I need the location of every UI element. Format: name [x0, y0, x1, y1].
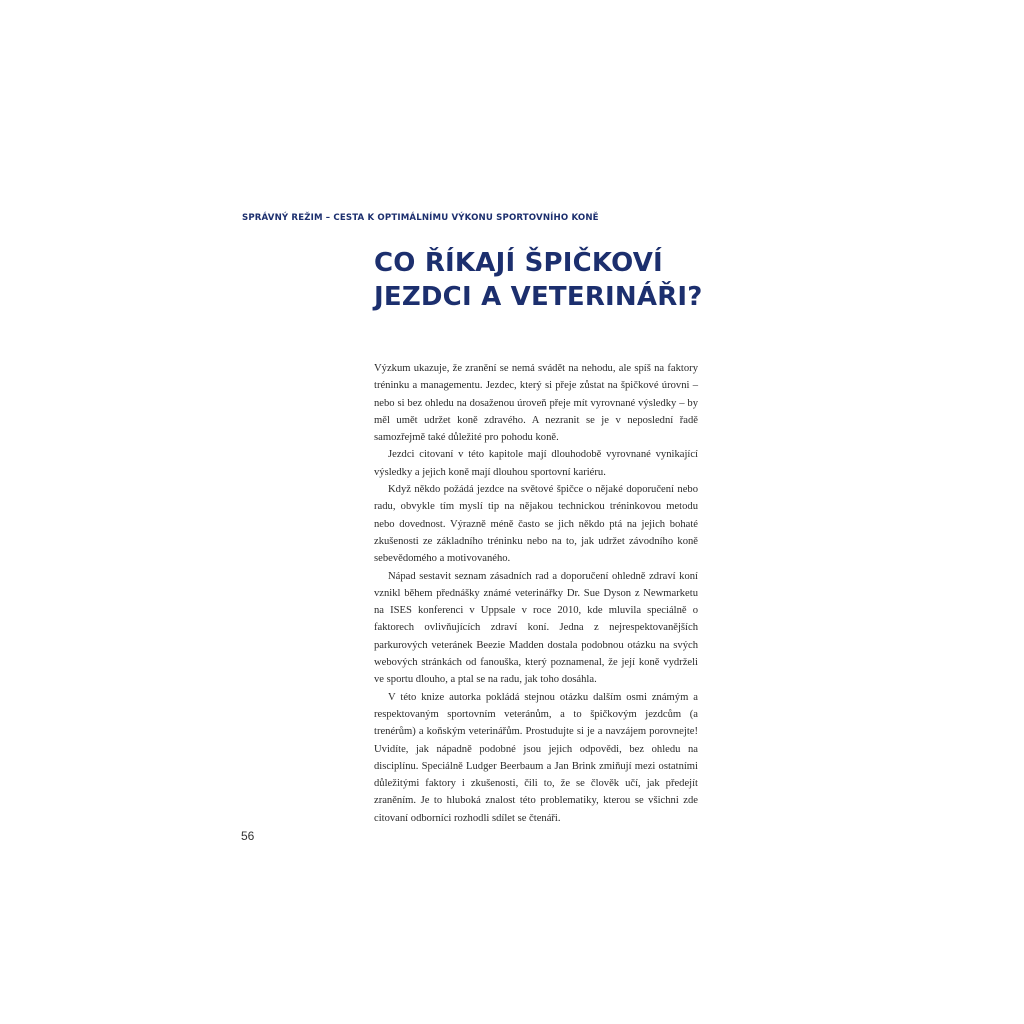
- paragraph: V této knize autorka pokládá stejnou otázku dalším osmi známým a respektovaným sportovním veteránům, a to špičkovým jezdcům (a trenérům) a koňským veterinářům. Prostudujte si je a navzájem porovnejte! Uvidíte, jak nápadně podobné jsou jejich odpovědi, bez ohledu na disciplínu. Speciálně Ludger Beerbaum a Jan Brink zmiňují mezi ostatními důležitými faktory i zkušenosti, čili to, že se člověk učí, jak předejít zraněním. Je to hluboká znalost této problematiky, kterou se všichni zde citovaní odborníci rozhodli sdílet se čtenáři.: [374, 691, 698, 824]
- paragraph: Když někdo požádá jezdce na světové špičce o nějaké doporučení nebo radu, obvykle tím myslí tip na nějakou technickou tréninkovou metodu nebo dovednost. Výrazně méně často se jich někdo ptá na jejich bohaté zkušenosti ze základního tréninku nebo na to, jak udržet závodního koně sebevědomého a motivovaného.: [374, 484, 698, 565]
- page-number: 56: [241, 829, 255, 843]
- paragraph: Jezdci citovaní v této kapitole mají dlouhodobě vyrovnané vynikající výsledky a jejich koně mají dlouhou sportovní kariéru.: [374, 449, 698, 478]
- chapter-title: [374, 246, 774, 314]
- chapter-title-line-1: CO ŘÍKAJÍ ŠPIČKOVÍ: [374, 248, 663, 278]
- running-header: SPRÁVNÝ REŽIM – CESTA K OPTIMÁLNÍMU VÝKONU SPORTOVNÍHO KONĚ: [242, 213, 599, 223]
- body-text: [374, 360, 698, 827]
- chapter-title-line-2: JEZDCI A VETERINÁŘI?: [374, 282, 703, 312]
- paragraph: Výzkum ukazuje, že zranění se nemá svádět na nehodu, ale spíš na faktory tréninku a managementu. Jezdec, který si přeje zůstat na špičkové úrovni – nebo si bez ohledu na dosaženou úroveň přeje mít vyrovnané výsledky – by měl umět udržet koně zdravého. A nezranit se je v neposlední řadě samozřejmě také důležité pro pohodu koně.: [374, 363, 698, 444]
- paragraph: Nápad sestavit seznam zásadních rad a doporučení ohledně zdraví koní vznikl během přednášky známé veterinářky Dr. Sue Dyson z Newmarketu na ISES konferenci v Uppsale v roce 2010, kde mluvila speciálně o faktorech ovlivňujících zdraví koní. Jedna z nejrespektovanějších parkurových veteránek Beezie Madden dostala podobnou otázku na svých webových stránkách od fanouška, který poznamenal, že její koně vydrželi ve sportu dlouho, a ptal se na radu, jak toho dosáhla.: [374, 570, 698, 686]
